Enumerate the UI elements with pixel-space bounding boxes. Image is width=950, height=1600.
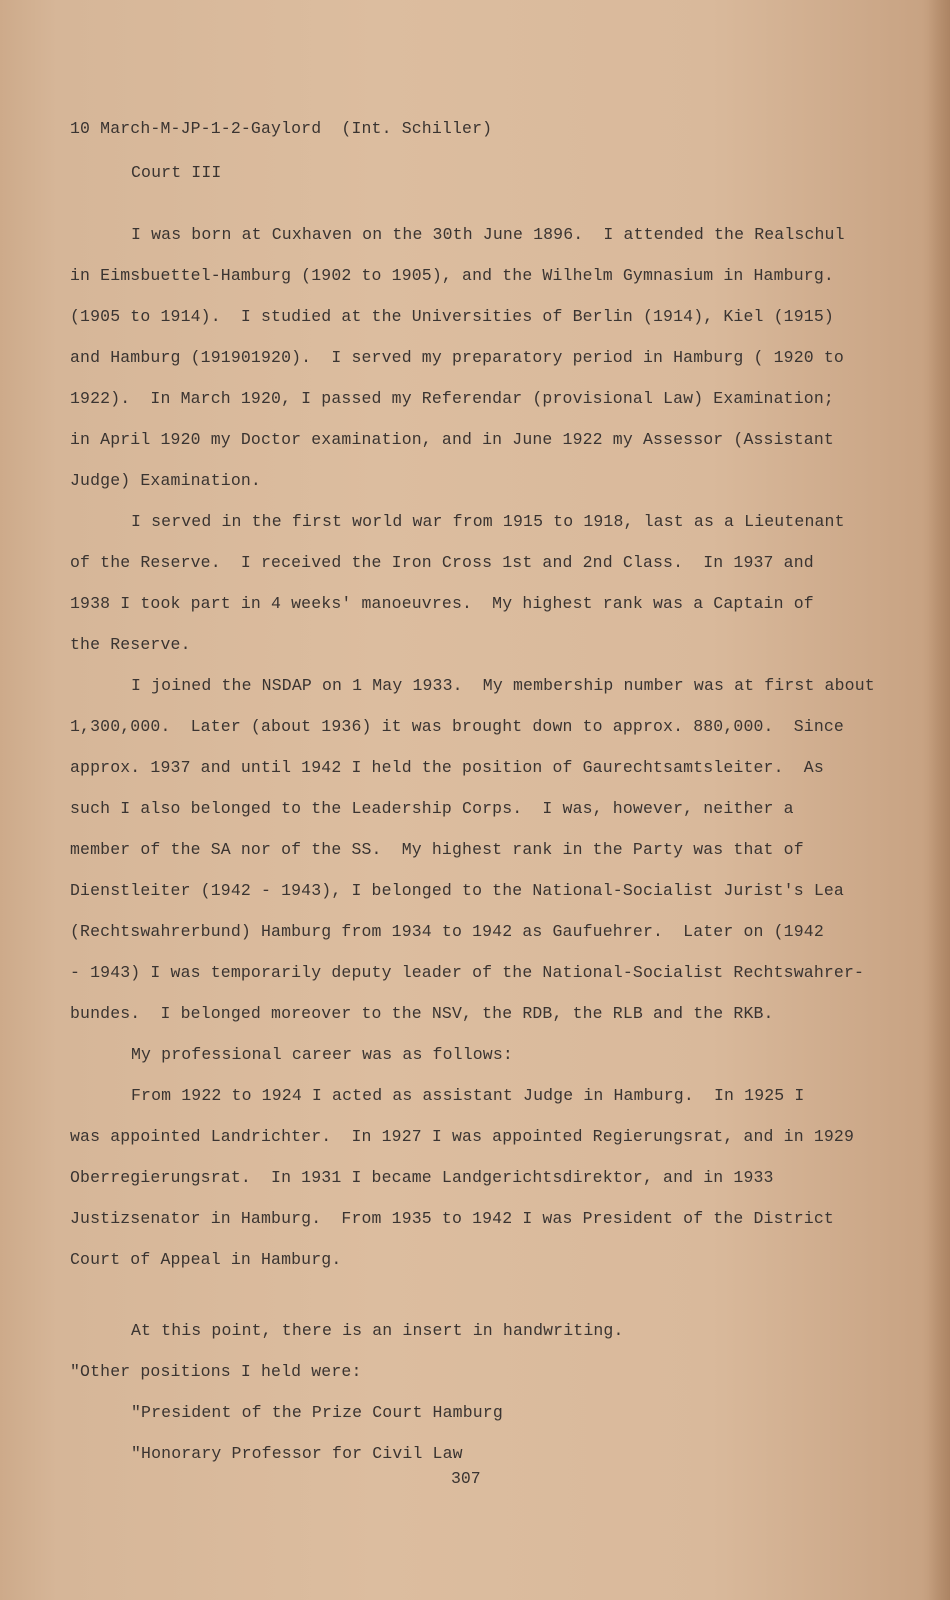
body-line: I was born at Cuxhaven on the 30th June 1896. I attended the Realschul (131, 225, 845, 244)
body-line: member of the SA nor of the SS. My highest rank in the Party was that of (70, 840, 804, 859)
body-line: the Reserve. (70, 635, 191, 654)
body-line: From 1922 to 1924 I acted as assistant Judge in Hamburg. In 1925 I (131, 1086, 805, 1105)
insert-line: At this point, there is an insert in handwriting. (131, 1321, 624, 1340)
page-edge-shadow (928, 0, 950, 1600)
body-line: such I also belonged to the Leadership Corps. I was, however, neither a (70, 799, 794, 818)
insert-line: "Other positions I held were: (70, 1362, 362, 1381)
body-line: Court of Appeal in Hamburg. (70, 1250, 342, 1269)
body-line: I served in the first world war from 1915 to 1918, last as a Lieutenant (131, 512, 845, 531)
body-line: of the Reserve. I received the Iron Cross 1st and 2nd Class. In 1937 and (70, 553, 814, 572)
insert-line: "Honorary Professor for Civil Law (131, 1444, 463, 1463)
body-line: Dienstleiter (1942 - 1943), I belonged to the National-Socialist Jurist's Lea (70, 881, 844, 900)
body-line: 1922). In March 1920, I passed my Referendar (provisional Law) Examination; (70, 389, 834, 408)
body-line: was appointed Landrichter. In 1927 I was appointed Regierungsrat, and in 1929 (70, 1127, 855, 1146)
body-line: Oberregierungsrat. In 1931 I became Landgerichtsdirektor, and in 1933 (70, 1168, 774, 1187)
court-line: Court III (131, 163, 222, 182)
body-line: (Rechtswahrerbund) Hamburg from 1934 to 1942 as Gaufuehrer. Later on (1942 (70, 922, 824, 941)
insert-line: "President of the Prize Court Hamburg (131, 1403, 503, 1422)
body-line: - 1943) I was temporarily deputy leader of the National-Socialist Rechtswahrer- (70, 963, 865, 982)
body-line: and Hamburg (191901920). I served my preparatory period in Hamburg ( 1920 to (70, 348, 844, 367)
body-line: 1,300,000. Later (about 1936) it was brought down to approx. 880,000. Since (70, 717, 844, 736)
body-line: in April 1920 my Doctor examination, and in June 1922 my Assessor (Assistant (70, 430, 834, 449)
body-line: I joined the NSDAP on 1 May 1933. My membership number was at first about (131, 676, 875, 695)
body-line: Judge) Examination. (70, 471, 261, 490)
page-number: 307 (451, 1469, 481, 1488)
body-line: (1905 to 1914). I studied at the Universities of Berlin (1914), Kiel (1915) (70, 307, 834, 326)
body-line: My professional career was as follows: (131, 1045, 513, 1064)
header-line: 10 March-M-JP-1-2-Gaylord (Int. Schiller) (70, 119, 493, 138)
body-line: Justizsenator in Hamburg. From 1935 to 1942 I was President of the District (70, 1209, 834, 1228)
body-line: 1938 I took part in 4 weeks' manoeuvres. My highest rank was a Captain of (70, 594, 814, 613)
body-line: in Eimsbuettel-Hamburg (1902 to 1905), and the Wilhelm Gymnasium in Hamburg. (70, 266, 834, 285)
body-line: bundes. I belonged moreover to the NSV, the RDB, the RLB and the RKB. (70, 1004, 774, 1023)
body-line: approx. 1937 and until 1942 I held the position of Gaurechtsamtsleiter. As (70, 758, 824, 777)
